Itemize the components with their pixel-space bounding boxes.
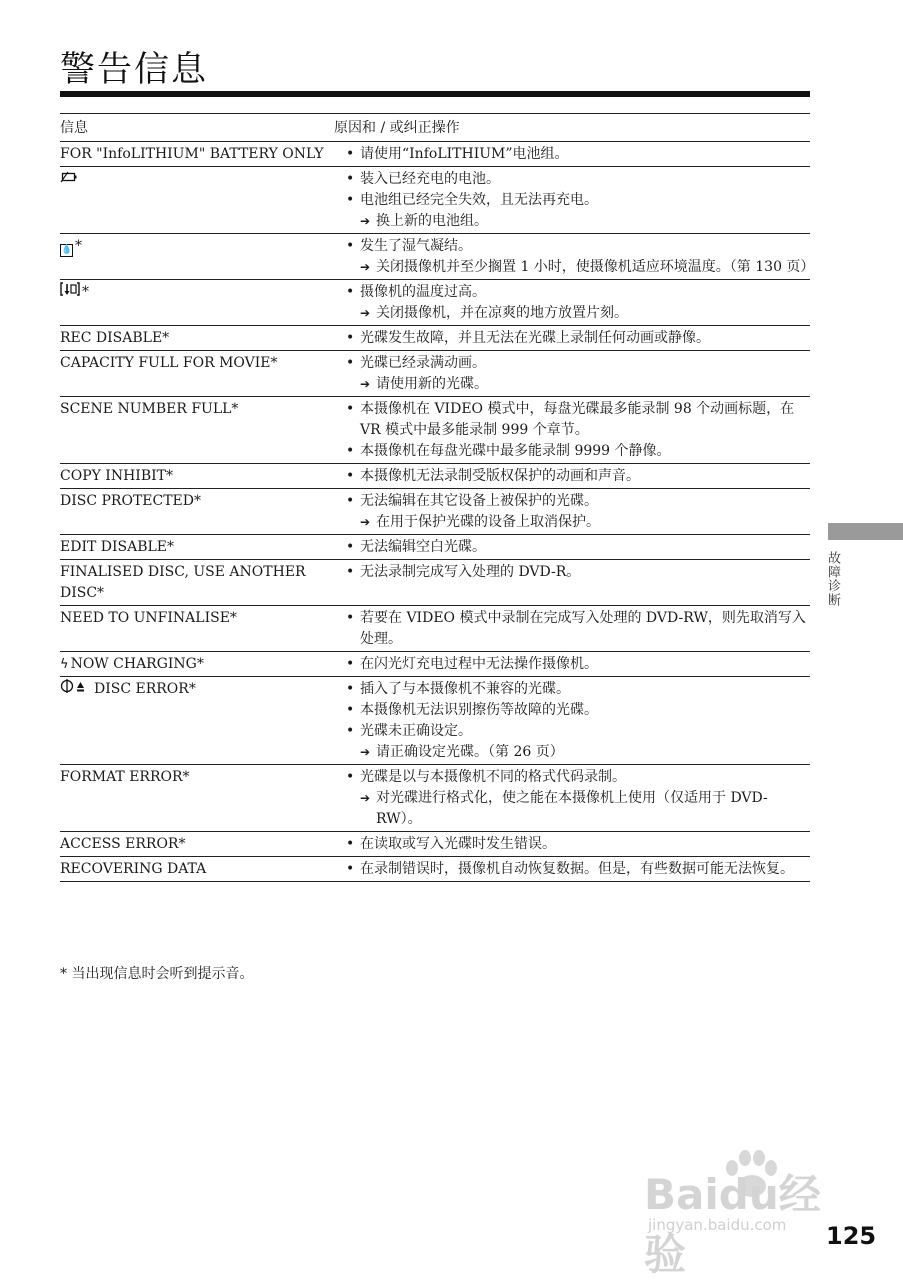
message-cell: [60, 677, 334, 765]
cause-list: [334, 767, 810, 830]
cause-item: • 无法编辑空白光碟。: [346, 537, 810, 558]
cause-item: • 无法录制完成写入处理的 DVD-R。: [346, 562, 810, 583]
message-cell: [60, 857, 334, 882]
table-body: [60, 142, 815, 882]
message-text: CAPACITY FULL FOR MOVIE*: [60, 355, 278, 371]
message-text: REC DISABLE*: [60, 330, 170, 346]
message-text: FINALISED DISC, USE ANOTHER DISC*: [60, 564, 306, 601]
cause-item: • 摄像机的温度过高。: [346, 282, 810, 303]
table-row: [60, 397, 810, 464]
message-cell: [60, 606, 334, 652]
cause-list: [334, 282, 810, 324]
table-row: [60, 464, 810, 489]
table-row: [60, 560, 810, 606]
cause-list: [334, 608, 810, 650]
cause-list: [334, 144, 810, 165]
remedy-item: ➔ 关闭摄像机并至少搁置 1 小时，使摄像机适应环境温度。（第 130 页）: [346, 257, 810, 278]
cause-cell: [334, 832, 810, 857]
cause-cell: [334, 167, 810, 234]
cause-item: • 本摄像机在 VIDEO 模式中，每盘光碟最多能录制 98 个动画标题，在 VR 模式中最多能录制 999 个章节。: [346, 399, 810, 441]
table-row: [60, 142, 810, 167]
title-rule: [60, 91, 810, 97]
section-side-label: 故障诊断: [825, 551, 840, 607]
message-cell: [60, 326, 334, 351]
cause-item: • 在录制错误时，摄像机自动恢复数据。但是，有些数据可能无法恢复。: [346, 859, 810, 880]
cause-item: • 无法编辑在其它设备上被保护的光碟。: [346, 491, 810, 512]
header-message: 信息: [60, 114, 334, 142]
message-cell: [60, 652, 334, 677]
cause-item: • 光碟已经录满动画。: [346, 353, 810, 374]
cause-cell: [334, 351, 810, 397]
table-row: [60, 832, 810, 857]
message-cell: [60, 489, 334, 535]
message-cell: [60, 167, 334, 234]
table-row: [60, 351, 810, 397]
remedy-item: ➔ 换上新的电池组。: [346, 211, 810, 232]
baidu-watermark: [640, 1150, 840, 1279]
flash-icon: ϟ: [60, 657, 69, 672]
message-cell: [60, 397, 334, 464]
page-number: 125: [826, 1222, 877, 1250]
cause-cell: [334, 560, 810, 606]
cause-cell: [334, 765, 810, 832]
cause-list: [334, 236, 815, 278]
remedy-item: ➔ 关闭摄像机，并在凉爽的地方放置片刻。: [346, 303, 810, 324]
message-text: DISC PROTECTED*: [60, 493, 201, 509]
message-cell: [60, 351, 334, 397]
cause-item: • 电池组已经完全失效，且无法再充电。: [346, 190, 810, 211]
remedy-item: ➔ 对光碟进行格式化，使之能在本摄像机上使用（仅适用于 DVD-RW）。: [346, 788, 810, 830]
message-text: FORMAT ERROR*: [60, 769, 190, 785]
cause-list: [334, 537, 810, 558]
cause-item: • 在闪光灯充电过程中无法操作摄像机。: [346, 654, 810, 675]
message-cell: [60, 832, 334, 857]
message-cell: [60, 280, 334, 326]
message-text: ACCESS ERROR*: [60, 836, 186, 852]
cause-cell: [334, 652, 810, 677]
message-text: NEED TO UNFINALISE*: [60, 610, 237, 626]
cause-item: • 本摄像机无法录制受版权保护的动画和声音。: [346, 466, 810, 487]
warning-message-table: [60, 113, 815, 882]
condensation-icon: 💧: [61, 245, 73, 255]
cause-item: • 光碟发生故障，并且无法在光碟上录制任何动画或静像。: [346, 328, 810, 349]
cause-list: [334, 328, 810, 349]
cause-cell: [334, 857, 810, 882]
message-text: RECOVERING DATA: [60, 861, 207, 877]
cause-list: [334, 169, 810, 232]
cause-list: [334, 859, 810, 880]
table-row: [60, 535, 810, 560]
cause-cell: [334, 397, 810, 464]
table-row: [60, 606, 810, 652]
cause-list: [334, 399, 810, 462]
watermark-logo: Baidu经验: [644, 1170, 821, 1279]
table-row: [60, 652, 810, 677]
cause-cell: [334, 142, 810, 167]
cause-list: [334, 562, 810, 583]
table-row: [60, 167, 810, 234]
table-row: [60, 489, 810, 535]
cause-item: • 在读取或写入光碟时发生错误。: [346, 834, 810, 855]
cause-item: • 本摄像机在每盘光碟中最多能录制 9999 个静像。: [346, 441, 810, 462]
message-text: NOW CHARGING*: [70, 656, 204, 672]
message-cell: [60, 765, 334, 832]
cause-item: • 本摄像机无法识别擦伤等故障的光碟。: [346, 700, 810, 721]
message-cell: [60, 535, 334, 560]
message-cell: [60, 464, 334, 489]
message-text: FOR "InfoLITHIUM" BATTERY ONLY: [60, 146, 324, 162]
message-text: *: [82, 284, 89, 300]
message-text: EDIT DISABLE*: [60, 539, 175, 555]
message-text: DISC ERROR*: [94, 681, 196, 697]
cause-item: • 光碟是以与本摄像机不同的格式代码录制。: [346, 767, 810, 788]
message-cell: [60, 560, 334, 606]
cause-item: • 插入了与本摄像机不兼容的光碟。: [346, 679, 810, 700]
cause-cell: [334, 535, 810, 560]
cause-list: [334, 353, 810, 395]
table-row: [60, 326, 810, 351]
table-row: [60, 857, 810, 882]
cause-list: [334, 491, 810, 533]
remedy-item: ➔ 请使用新的光碟。: [346, 374, 810, 395]
table-row: [60, 280, 810, 326]
battery-empty-icon: [60, 171, 78, 187]
cause-item: • 发生了湿气凝结。: [346, 236, 810, 257]
message-text: SCENE NUMBER FULL*: [60, 401, 239, 417]
cause-list: [334, 654, 810, 675]
cause-cell: [334, 606, 810, 652]
high-temperature-icon: [60, 284, 80, 300]
table-row: [60, 765, 810, 832]
table-header-row: [60, 114, 810, 142]
cause-cell: [334, 464, 810, 489]
cause-cell: [334, 280, 810, 326]
cause-cell: [334, 326, 810, 351]
table-row: [60, 234, 810, 280]
page-title: 警告信息: [60, 50, 209, 90]
cause-list: [334, 834, 810, 855]
message-cell: [60, 234, 334, 280]
message-cell: [60, 142, 334, 167]
watermark-url: jingyan.baidu.com: [648, 1216, 787, 1234]
cause-item: • 光碟未正确设定。: [346, 721, 810, 742]
footnote: * 当出现信息时会听到提示音。: [60, 966, 254, 982]
message-text: *: [75, 238, 82, 254]
remedy-item: ➔ 请正确设定光碟。（第 26 页）: [346, 742, 810, 763]
cause-list: [334, 679, 810, 763]
cause-item: • 装入已经充电的电池。: [346, 169, 810, 190]
cause-cell: [334, 489, 810, 535]
message-text: COPY INHIBIT*: [60, 468, 173, 484]
cause-cell: [334, 234, 815, 280]
cause-list: [334, 466, 810, 487]
header-cause: 原因和 / 或纠正操作: [334, 114, 810, 142]
cause-cell: [334, 677, 810, 765]
section-tab-marker: [828, 523, 903, 540]
table-row: [60, 677, 810, 765]
disc-eject-icon: [60, 681, 92, 697]
cause-item: • 若要在 VIDEO 模式中录制在完成写入处理的 DVD-RW，则先取消写入处理。: [346, 608, 810, 650]
remedy-item: ➔ 在用于保护光碟的设备上取消保护。: [346, 512, 810, 533]
cause-item: • 请使用“InfoLITHIUM”电池组。: [346, 144, 810, 165]
